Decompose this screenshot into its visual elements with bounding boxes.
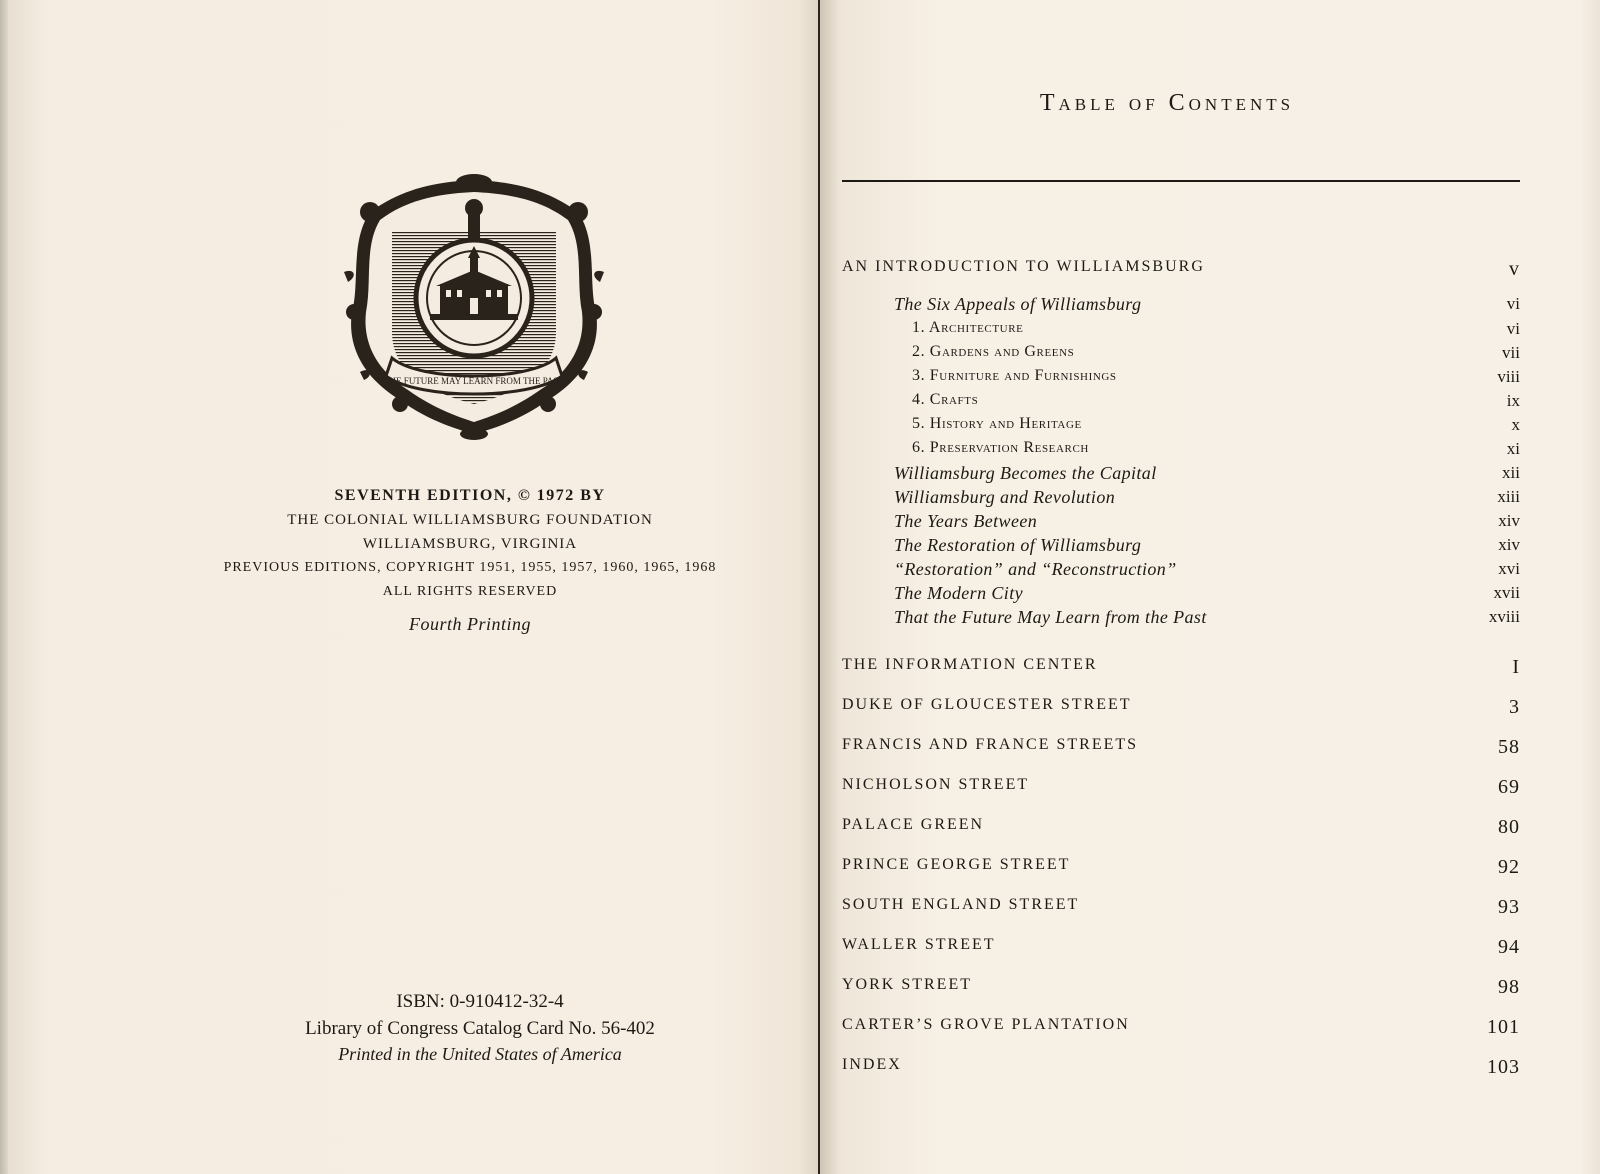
toc-entry-page: 101 (1487, 1016, 1520, 1038)
toc-entry (842, 415, 1520, 439)
toc-entry (842, 936, 1520, 960)
toc-entry (842, 696, 1520, 720)
toc-entry-page: 80 (1498, 816, 1520, 838)
toc-entry-page: xii (1502, 463, 1520, 482)
toc-entry-page: xi (1506, 439, 1520, 458)
printing-line: Fourth Printing (408, 614, 531, 634)
toc-entry-label: “Restoration” and “Reconstruction” (894, 559, 1177, 579)
toc-entry-page: 58 (1498, 736, 1520, 758)
toc-entry-label: DUKE OF GLOUCESTER STREET (842, 696, 1132, 713)
toc-entry-label: INDEX (842, 1056, 902, 1073)
toc-entry-page: xiii (1497, 487, 1520, 506)
toc-entry (842, 816, 1520, 840)
toc-entry-label: THE INFORMATION CENTER (842, 656, 1098, 673)
toc-entry-page: xvii (1493, 583, 1520, 602)
toc-entry-label: YORK STREET (842, 976, 972, 993)
toc-title: Table of Contents (1039, 90, 1295, 116)
lcc-number: Library of Congress Catalog Card No. 56-402 (305, 1018, 655, 1039)
toc-entry (842, 319, 1520, 343)
toc-entry (842, 856, 1520, 880)
toc-entry-label: Williamsburg and Revolution (894, 487, 1116, 507)
toc-entry-page: I (1512, 656, 1520, 678)
toc-entry-page: 3 (1509, 696, 1520, 718)
toc-entry-page: 69 (1498, 776, 1520, 798)
toc-entry-label: 5. History and Heritage (912, 415, 1082, 432)
toc-entry-page: xvi (1498, 559, 1520, 578)
toc-entry-page: 94 (1498, 936, 1520, 958)
toc-entry-page: xviii (1488, 607, 1520, 626)
toc-entry-page: ix (1506, 391, 1520, 410)
publisher-line: THE COLONIAL WILLIAMSBURG FOUNDATION (287, 512, 653, 528)
toc-entry-label: SOUTH ENGLAND STREET (842, 896, 1080, 913)
toc-entry-page: vi (1506, 319, 1520, 338)
toc-entry (842, 367, 1520, 391)
toc-entry (842, 258, 1520, 282)
toc-entry-label: Williamsburg Becomes the Capital (894, 463, 1157, 483)
toc-entry (842, 559, 1520, 583)
toc-entry-page: 93 (1498, 896, 1520, 918)
toc-entry-page: vi (1506, 294, 1520, 313)
toc-entry (842, 776, 1520, 800)
toc-entry-label: The Years Between (894, 511, 1038, 531)
toc-entry-label: PALACE GREEN (842, 816, 985, 833)
toc-entry-page: viii (1497, 367, 1520, 386)
title-rule (842, 180, 1520, 182)
toc-entry-label: 1. Architecture (912, 319, 1024, 336)
rights-line: ALL RIGHTS RESERVED (382, 584, 558, 599)
toc-entry-label: FRANCIS AND FRANCE STREETS (842, 736, 1139, 753)
toc-entry-label: WALLER STREET (842, 936, 996, 953)
toc-entry-label: 4. Crafts (912, 391, 979, 408)
toc-entry (842, 896, 1520, 920)
copyright-notice (150, 484, 790, 635)
edition-line: SEVENTH EDITION, © 1972 BY (334, 487, 606, 504)
toc-entry-page: vii (1502, 343, 1520, 362)
location-line: WILLIAMSBURG, VIRGINIA (362, 536, 578, 552)
toc-entry (842, 656, 1520, 680)
toc-entry (842, 439, 1520, 463)
colophon (200, 988, 760, 1066)
toc-entry (842, 487, 1520, 511)
toc-entry-label: NICHOLSON STREET (842, 776, 1030, 793)
toc-entry-label: The Restoration of Williamsburg (894, 535, 1142, 555)
toc-entry-page: v (1509, 258, 1520, 280)
toc-entry-label: That the Future May Learn from the Past (894, 607, 1207, 627)
toc-entry (842, 535, 1520, 559)
previous-editions-line: PREVIOUS EDITIONS, COPYRIGHT 1951, 1955, 1957, 1960, 1965, 1968 (223, 560, 717, 575)
toc-entry-label: 6. Preservation Research (912, 439, 1089, 456)
toc-entry-page: x (1511, 415, 1520, 434)
toc-entry (842, 976, 1520, 1000)
toc-entry-label: 3. Furniture and Furnishings (912, 367, 1117, 384)
toc-entry-label: The Modern City (894, 583, 1023, 603)
toc-entry (842, 607, 1520, 631)
toc-entry (842, 736, 1520, 760)
toc-entry-page: 103 (1487, 1056, 1520, 1078)
toc-entry (842, 294, 1520, 318)
toc-entry-page: 98 (1498, 976, 1520, 998)
toc-entry-label: AN INTRODUCTION TO WILLIAMSBURG (842, 258, 1205, 275)
seal-motto: THE FUTURE MAY LEARN FROM THE PAST (384, 376, 564, 386)
toc-entry (842, 583, 1520, 607)
toc-entry (842, 391, 1520, 415)
toc-entry (842, 511, 1520, 535)
toc-entry (842, 1056, 1520, 1080)
isbn: ISBN: 0-910412-32-4 (396, 991, 564, 1012)
colonial-williamsburg-seal (340, 172, 608, 440)
toc-entry-page: xiv (1498, 511, 1520, 530)
toc-entry-label: The Six Appeals of Williamsburg (894, 294, 1142, 314)
toc-entry-page: xiv (1498, 535, 1520, 554)
toc-entry-label: CARTER’S GROVE PLANTATION (842, 1016, 1130, 1033)
toc-entry (842, 343, 1520, 367)
toc-entry (842, 1016, 1520, 1040)
toc-entry (842, 463, 1520, 487)
toc-entry-label: 2. Gardens and Greens (912, 343, 1075, 360)
toc-entry-label: PRINCE GEORGE STREET (842, 856, 1071, 873)
toc-entry-page: 92 (1498, 856, 1520, 878)
printed-in: Printed in the United States of America (338, 1044, 622, 1064)
